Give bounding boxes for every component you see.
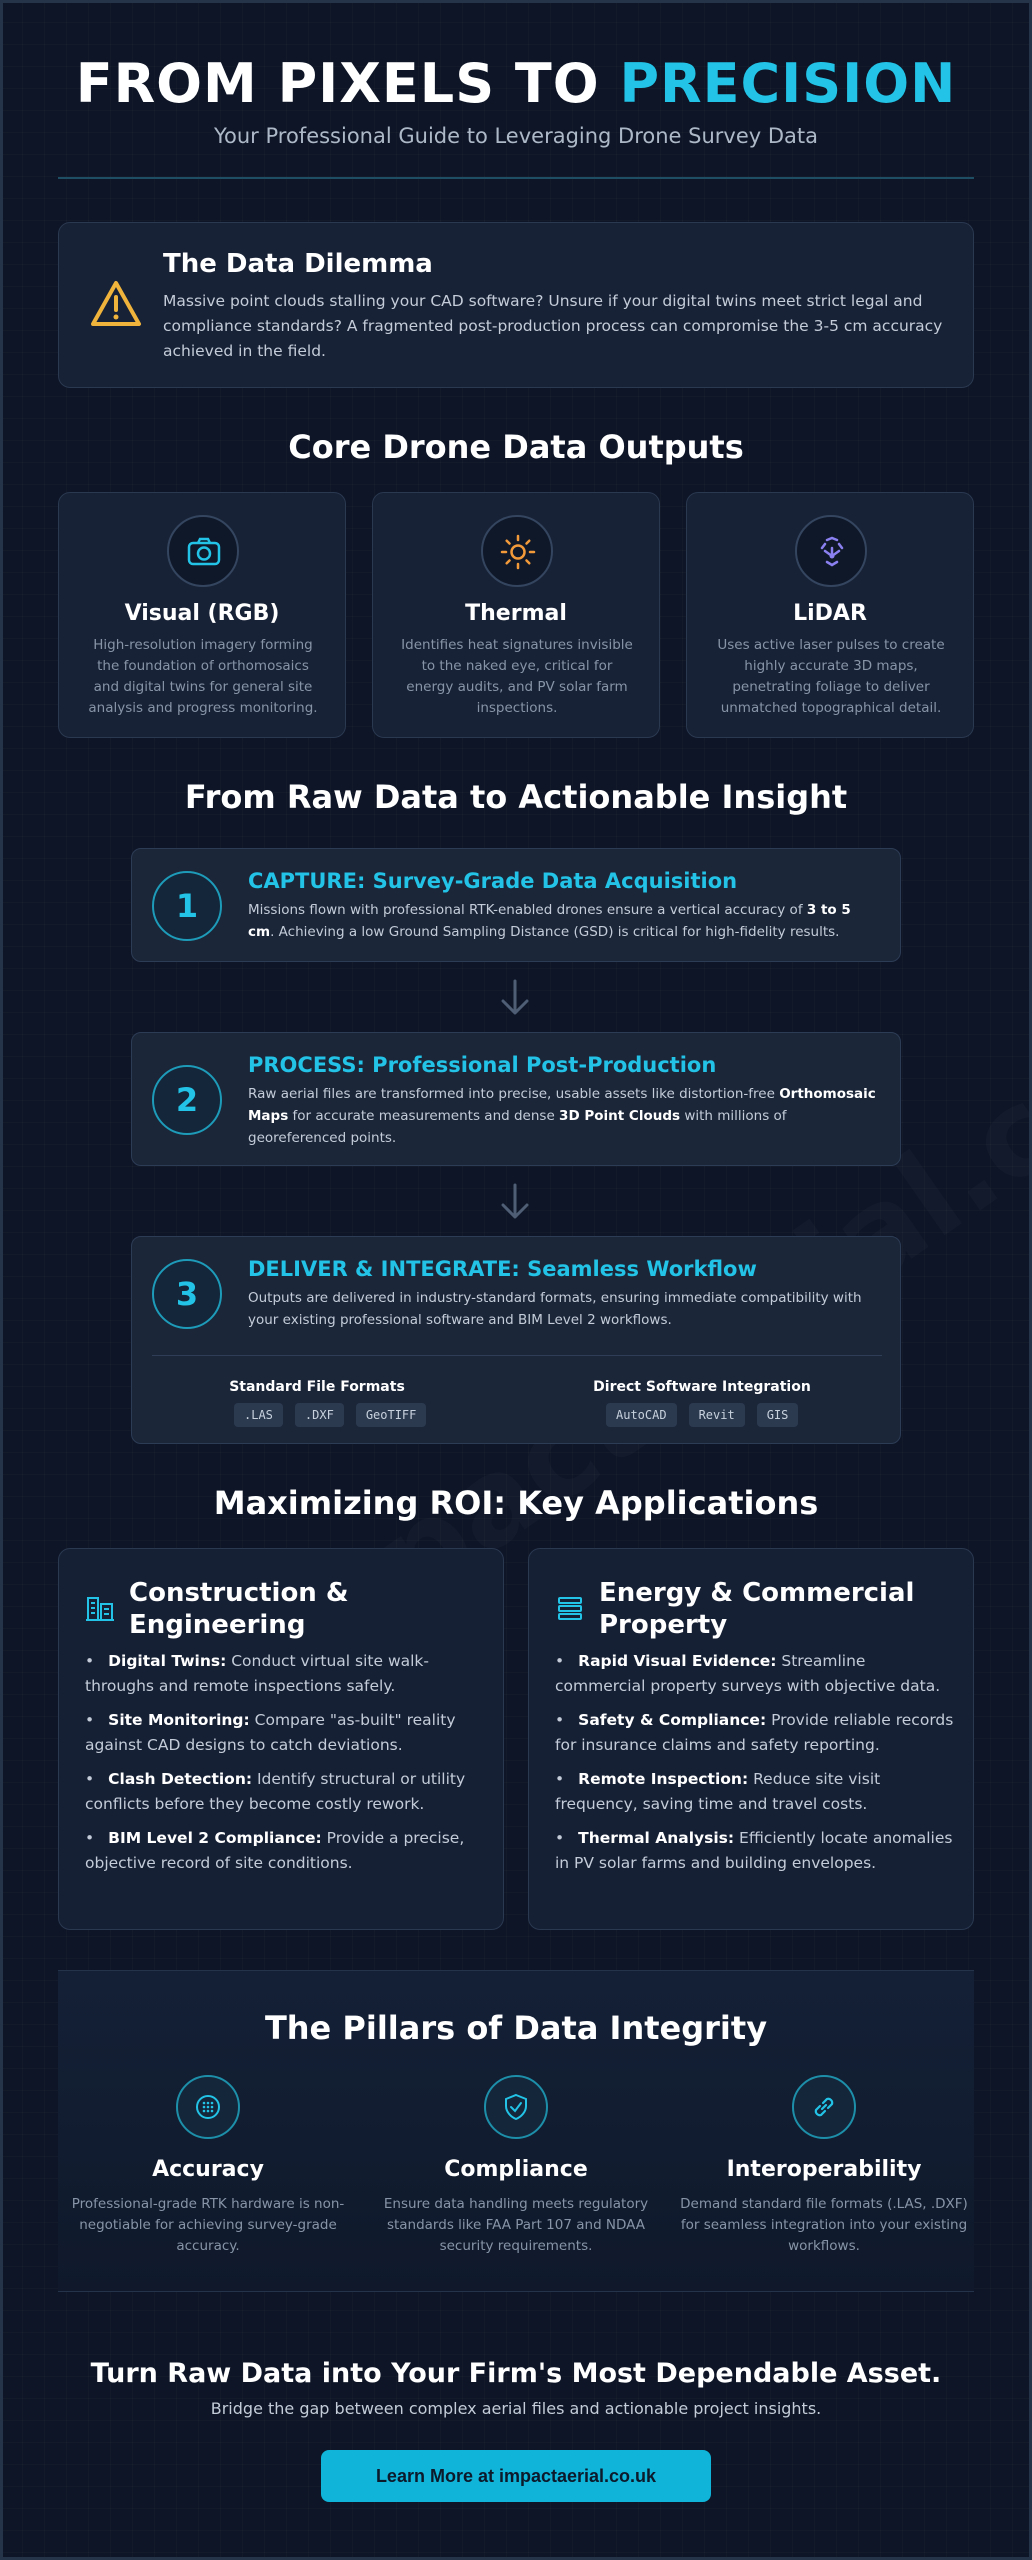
list-item: • Remote Inspection: Reduce site visit frequency, saving time and travel costs. [555,1770,881,1813]
link-icon [792,2075,856,2139]
pillar-text: Professional-grade RTK hardware is non-negotiable for achieving survey-grade accuracy. [71,2196,345,2254]
cta-subtitle: Bridge the gap between complex aerial files and actionable project insights. [210,2399,822,2418]
output-card-lidar [686,492,974,738]
cta-title: Turn Raw Data into Your Firm's Most Dependable Asset. [90,2358,942,2389]
dilemma-card [58,222,974,388]
software-title: Direct Software Integration [593,1379,811,1395]
software-chip: Revit [689,1403,745,1427]
output-text: Uses active laser pulses to create highly accurate 3D maps, penetrating foliage to deliver unmatched topographical detail. [717,637,945,716]
step-divider [152,1355,882,1356]
pillars-title: The Pillars of Data Integrity [264,2009,768,2047]
pillar-text: Ensure data handling meets regulatory standards like FAA Part 107 and NDAA security requirements. [383,2196,649,2254]
application-list [555,1649,955,1885]
step-title: CAPTURE: Survey-Grade Data Acquisition [248,869,738,893]
step-number: 3 [152,1259,222,1329]
building-icon [85,1593,115,1623]
step-title: DELIVER & INTEGRATE: Seamless Workflow [248,1257,757,1281]
step-number: 2 [152,1065,222,1135]
format-chip: GeoTIFF [356,1403,427,1427]
application-card-construction [58,1548,504,1930]
pillar-accuracy [58,2075,358,2257]
step-card-deliver [131,1236,901,1444]
output-title: LiDAR [793,601,867,626]
output-title: Thermal [465,601,567,626]
warning-icon [89,279,143,329]
output-card-visual [58,492,346,738]
sun-icon [481,515,553,587]
application-list [85,1649,485,1885]
step-number: 1 [152,871,222,941]
list-item: • Clash Detection: Identify structural or utility conflicts before they become costly rework. [85,1770,466,1813]
pillar-title: Accuracy [152,2157,264,2182]
arrow-down-icon [497,1182,533,1222]
step-text: Missions flown with professional RTK-enabled drones ensure a vertical accuracy of 3 to 5 cm. Achieving a low Ground Sampling Distance (GSD) is critical for high-fidelity results. [248,902,851,940]
application-title: Energy & Commercial Property [599,1578,915,1640]
target-grid-icon [176,2075,240,2139]
formats-title: Standard File Formats [229,1379,405,1395]
page-title [0,52,1032,115]
step-title: PROCESS: Professional Post-Production [248,1053,717,1077]
software-chip: AutoCAD [606,1403,677,1427]
title-accent: PRECISION [619,52,957,115]
output-title: Visual (RGB) [124,601,280,626]
format-chip: .LAS [234,1403,283,1427]
arrow-down-icon [497,978,533,1018]
learn-more-button[interactable]: Learn More at impactaerial.co.uk [321,2450,711,2502]
list-item: • Digital Twins: Conduct virtual site walk-throughs and remote inspections safely. [85,1652,430,1695]
application-card-energy [528,1548,974,1930]
output-card-thermal [372,492,660,738]
list-item: • Thermal Analysis: Efficiently locate anomalies in PV solar farms and building envelopes. [555,1829,953,1872]
laser-icon [795,515,867,587]
pillar-text: Demand standard file formats (.LAS, .DXF) for seamless integration into your existing workflows. [680,2196,968,2254]
list-item: • Site Monitoring: Compare "as-built" reality against CAD designs to catch deviations. [85,1711,456,1754]
pillar-interoperability [674,2075,974,2257]
page-subtitle: Your Professional Guide to Leveraging Drone Survey Data [213,124,819,148]
output-text: High-resolution imagery forming the foundation of orthomosaics and digital twins for general site analysis and progress monitoring. [88,637,318,716]
list-item: • Rapid Visual Evidence: Streamline commercial property surveys with objective data. [555,1652,941,1695]
step-text: Outputs are delivered in industry-standard formats, ensuring immediate compatibility with your existing professional software and BIM Level 2 workflows. [248,1290,862,1328]
dilemma-title: The Data Dilemma [163,249,433,279]
pillars-section [58,1970,974,2292]
list-item: • BIM Level 2 Compliance: Provide a precise, objective record of site conditions. [85,1829,465,1872]
shield-check-icon [484,2075,548,2139]
list-item: • Safety & Compliance: Provide reliable records for insurance claims and safety reporting. [555,1711,954,1754]
format-chip: .DXF [295,1403,344,1427]
header-divider [58,177,974,179]
step-card-process [131,1032,901,1166]
pillar-title: Interoperability [726,2157,922,2182]
application-title: Construction & Engineering [129,1578,349,1640]
output-text: Identifies heat signatures invisible to the naked eye, critical for energy audits, and PV solar farm inspections. [401,637,633,716]
workflow-title: From Raw Data to Actionable Insight [184,778,848,816]
software-chip: GIS [757,1403,799,1427]
pillar-title: Compliance [444,2157,588,2182]
title-main: FROM PIXELS TO [75,52,620,115]
step-text: Raw aerial files are transformed into precise, usable assets like distortion-free Orthomosaic Maps for accurate measurements and dense 3D Point Clouds with millions of georeferenced points. [248,1086,876,1146]
dilemma-text: Massive point clouds stalling your CAD software? Unsure if your digital twins meet strict legal and compliance standards? A fragmented post-production process can compromise the 3-5 cm accuracy achieved in the field. [163,292,943,360]
camera-icon [167,515,239,587]
formats-chips [234,1403,426,1427]
outputs-title: Core Drone Data Outputs [288,428,744,466]
step-card-capture [131,848,901,962]
pillar-compliance [366,2075,666,2257]
applications-title: Maximizing ROI: Key Applications [213,1484,819,1522]
stack-icon [555,1593,585,1623]
software-chips [606,1403,798,1427]
